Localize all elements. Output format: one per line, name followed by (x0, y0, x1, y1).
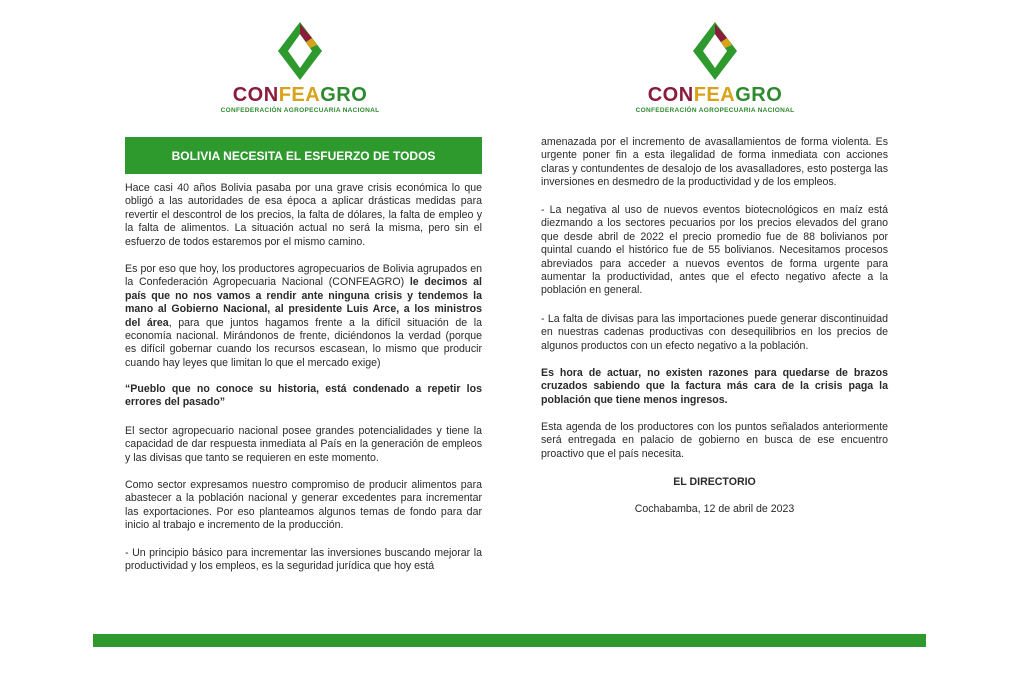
headline-banner (125, 137, 482, 174)
right-column-p2 (541, 204, 888, 298)
left-column-p5 (125, 547, 482, 574)
date: Cochabamba, 12 de abril de 2023 (634, 503, 795, 515)
logo-subtitle: CONFEDERACIÓN AGROPECUARIA NACIONAL (220, 107, 380, 114)
logo-name: CONFEAGRO (232, 84, 368, 106)
right-column-p5 (541, 421, 888, 461)
right-column-p4 (541, 367, 888, 407)
footer-bar (93, 634, 926, 647)
paragraph: - Un principio básico para incrementar las inversiones buscando mejorar la productividad y los empleos, es la seguridad jurídica que hoy está (125, 547, 482, 573)
paragraph: amenazada por el incremento de avasallamientos de forma violenta. Es urgente poner fin a esta ilegalidad de forma inmediata con acciones claras y contundentes de desalojo de los avasalladores, esto posterga las inversiones en desmedro de la productividad y de los empleos. (541, 136, 888, 189)
paragraph: - La negativa al uso de nuevos eventos biotecnológicos en maíz está diezmando a los sectores pecuarios por los precios elevados del grano que desde abril de 2022 el precio promedio fue de 88 bolivianos por quintal cuando el histórico fue de 55 bolivianos. Necesitamos procesos abreviados para acceder a nuevos eventos de forma urgente para aumentar la productividad, antes que el efecto negativo afecte a la población en general. (541, 204, 888, 297)
quote: “Pueblo que no conoce su historia, está condenado a repetir los errores del pasado” (125, 383, 482, 409)
confeagro-emblem-icon (276, 20, 324, 82)
confeagro-logo-left (215, 20, 385, 114)
headline-text: BOLIVIA NECESITA EL ESFUERZO DE TODOS (171, 148, 436, 163)
left-column-quote (125, 383, 482, 410)
paragraph: Esta agenda de los productores con los puntos señalados anteriormente será entregada en palacio de gobierno en busca de ese encuentro proactivo que el país necesita. (541, 421, 888, 460)
confeagro-logo-right (630, 20, 800, 114)
signature-block (541, 476, 888, 489)
paragraph: Hace casi 40 años Bolivia pasaba por una grave crisis económica lo que obligó a las autoridades de esa época a aplicar drásticas medidas para revertir el descontrol de los precios, la falta de dólares, la falta de empleo y la falta de alimentos. La situación actual no será la misma, pero sin el esfuerzo de todos estaremos por el mismo camino. (125, 182, 482, 248)
signature: EL DIRECTORIO (673, 476, 756, 488)
logo-subtitle: CONFEDERACIÓN AGROPECUARIA NACIONAL (635, 107, 795, 114)
right-column-p3 (541, 313, 888, 353)
logo-name: CONFEAGRO (647, 84, 783, 106)
date-block (541, 503, 888, 516)
right-column-p1 (541, 136, 888, 190)
confeagro-emblem-icon (691, 20, 739, 82)
left-column-p2 (125, 263, 482, 370)
left-column-p3 (125, 425, 482, 465)
paragraph: Es por eso que hoy, los productores agropecuarios de Bolivia agrupados en la Confederación Agropecuaria Nacional (CONFEAGRO) le decimos al país que no nos vamos a rendir ante ninguna crisis y tendemos la mano al Gobierno Nacional, al presidente Luis Arce, a los ministros del área, para que juntos hagamos frente a la difícil situación de la economía nacional. Mirándonos de frente, diciéndonos la verdad (porque es difícil gobernar cuando los recursos escasean, lo mismo que producir cuando hay leyes que limitan lo que el mercado exige) (125, 263, 482, 369)
left-column (125, 182, 482, 249)
call-to-action: Es hora de actuar, no existen razones para quedarse de brazos cruzados sabiendo que la factura más cara de la crisis paga la población que tiene menos ingresos. (541, 367, 888, 406)
paragraph: El sector agropecuario nacional posee grandes potencialidades y tiene la capacidad de dar respuesta inmediata al País en la generación de empleos y las divisas que tanto se requieren en este momento. (125, 425, 482, 464)
paragraph: Como sector expresamos nuestro compromiso de producir alimentos para abastecer a la población nacional y generar excedentes para incrementar las exportaciones. Por eso planteamos algunos temas de fondo para dar inicio al trabajo e incremento de la producción. (125, 479, 482, 532)
left-column-p4 (125, 479, 482, 533)
paragraph: - La falta de divisas para las importaciones puede generar discontinuidad en nuestras cadenas productivas con desequilibrios en los precios de algunos productos con un efecto negativo a la población. (541, 313, 888, 352)
